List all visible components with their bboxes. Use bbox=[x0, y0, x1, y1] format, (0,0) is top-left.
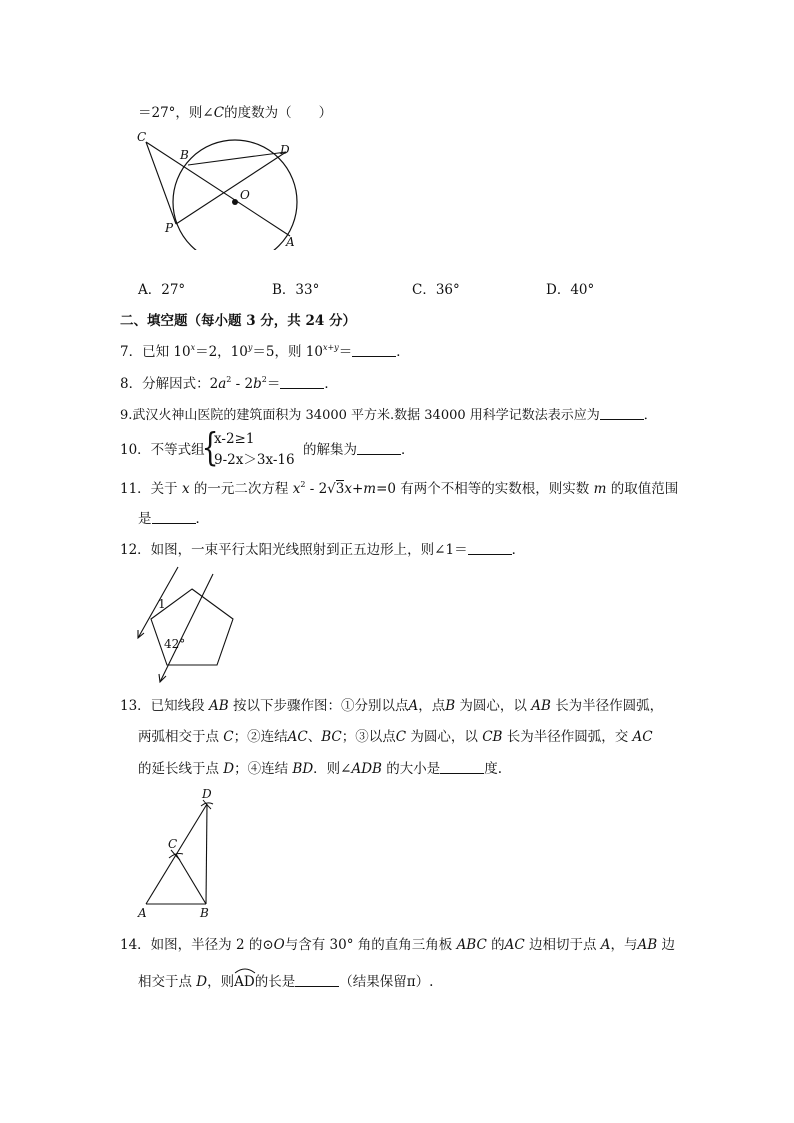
q9-answer-blank[interactable] bbox=[600, 407, 644, 420]
q13-line3: 的延长线于点 D；④连结 BD．则∠ADB 的大小是 度. bbox=[138, 761, 503, 777]
q10-suffix: 的解集为 ． bbox=[303, 442, 415, 458]
segment-bd bbox=[206, 804, 207, 904]
q6-circle-figure bbox=[130, 126, 320, 250]
label-b: B bbox=[180, 148, 189, 162]
ray-1-arrow bbox=[138, 630, 144, 638]
center-point bbox=[232, 199, 238, 205]
q12-answer-blank[interactable] bbox=[468, 542, 512, 555]
label-d: D bbox=[202, 787, 212, 801]
segment-bd bbox=[188, 152, 286, 165]
q13-line2: 两弧相交于点 C；②连结AC、BC；③以点C 为圆心，以 CB 长为半径作圆弧，交 AC bbox=[138, 729, 653, 745]
label-c: C bbox=[137, 130, 147, 144]
q6-option-c: C．36° bbox=[412, 282, 460, 298]
angle-label-42: 42° bbox=[164, 637, 186, 651]
q11-line2: 是 ． bbox=[138, 511, 209, 527]
label-d: D bbox=[280, 143, 290, 157]
segment-pd bbox=[176, 152, 286, 224]
sqrt-sign: √ bbox=[327, 481, 336, 497]
q7: 7．已知 $10^x=2$，$10^y=5$，则 $10^{x+y}=$ ． bbox=[120, 343, 410, 360]
sun-ray-2 bbox=[160, 574, 213, 682]
q6-tail: ＝27°，则∠C的度数为（ ） bbox=[138, 105, 333, 121]
label-a: A bbox=[138, 906, 147, 920]
q10-answer-blank[interactable] bbox=[357, 442, 401, 455]
label-c: C bbox=[168, 837, 178, 851]
segment-bc bbox=[176, 854, 206, 904]
q11-line1: 11．关于 x 的一元二次方程 $x^2 - 2√3x+m=0$ 有两个不相等的实数根，则实数 m 的取值范围 bbox=[120, 480, 679, 497]
q10-ineq2: 9-2x＞3x-16 bbox=[214, 452, 295, 468]
q8-answer-blank[interactable] bbox=[280, 376, 324, 389]
q9: 9.武汉火神山医院的建筑面积为 34000 平方米.数据 34000 用科学记数法表示应为 ． bbox=[120, 408, 657, 423]
q11-answer-blank[interactable] bbox=[152, 511, 196, 524]
segment-cp bbox=[146, 142, 176, 224]
q12-pentagon-figure bbox=[130, 562, 240, 688]
q6-option-b: B．33° bbox=[272, 282, 320, 298]
angle-label-1: 1 bbox=[158, 597, 166, 611]
q12: 12．如图，一束平行太阳光线照射到正五边形上，则∠1＝ ． bbox=[120, 542, 526, 558]
q14-answer-blank[interactable] bbox=[295, 974, 339, 987]
q13-construction-figure bbox=[134, 786, 224, 922]
label-p: P bbox=[165, 221, 174, 235]
q10-prefix: 10．不等式组 bbox=[120, 442, 205, 458]
q14-line1: 14．如图，半径为 2 的⊙O与含有 30° 角的直角三角板 ABC 的AC 边相切于点 A，与AB 边 bbox=[120, 937, 676, 953]
q10-ineq1: x-2≥1 bbox=[214, 431, 255, 447]
q6-option-a: A．27° bbox=[138, 282, 186, 298]
q6-option-d: D．40° bbox=[546, 282, 595, 298]
q7-answer-blank[interactable] bbox=[352, 344, 396, 357]
section-title: 二、填空题（每小题 3 分，共 24 分） bbox=[120, 313, 356, 329]
label-a: A bbox=[286, 235, 295, 249]
arc-ad: AD bbox=[234, 973, 255, 991]
label-o: O bbox=[240, 188, 250, 202]
q8: 8．分解因式：$2a^2 - 2b^2=$ ． bbox=[120, 375, 338, 392]
q10-brace: { bbox=[201, 425, 219, 469]
q14-line2: 相交于点 D，则 AD的长是 （结果保留π）. bbox=[138, 973, 433, 991]
label-b: B bbox=[200, 906, 209, 920]
q13-line1: 13．已知线段 AB 按以下步骤作图：①分别以点A，点B 为圆心，以 AB 长为半径作圆弧， bbox=[120, 698, 664, 714]
q13-answer-blank[interactable] bbox=[440, 761, 484, 774]
